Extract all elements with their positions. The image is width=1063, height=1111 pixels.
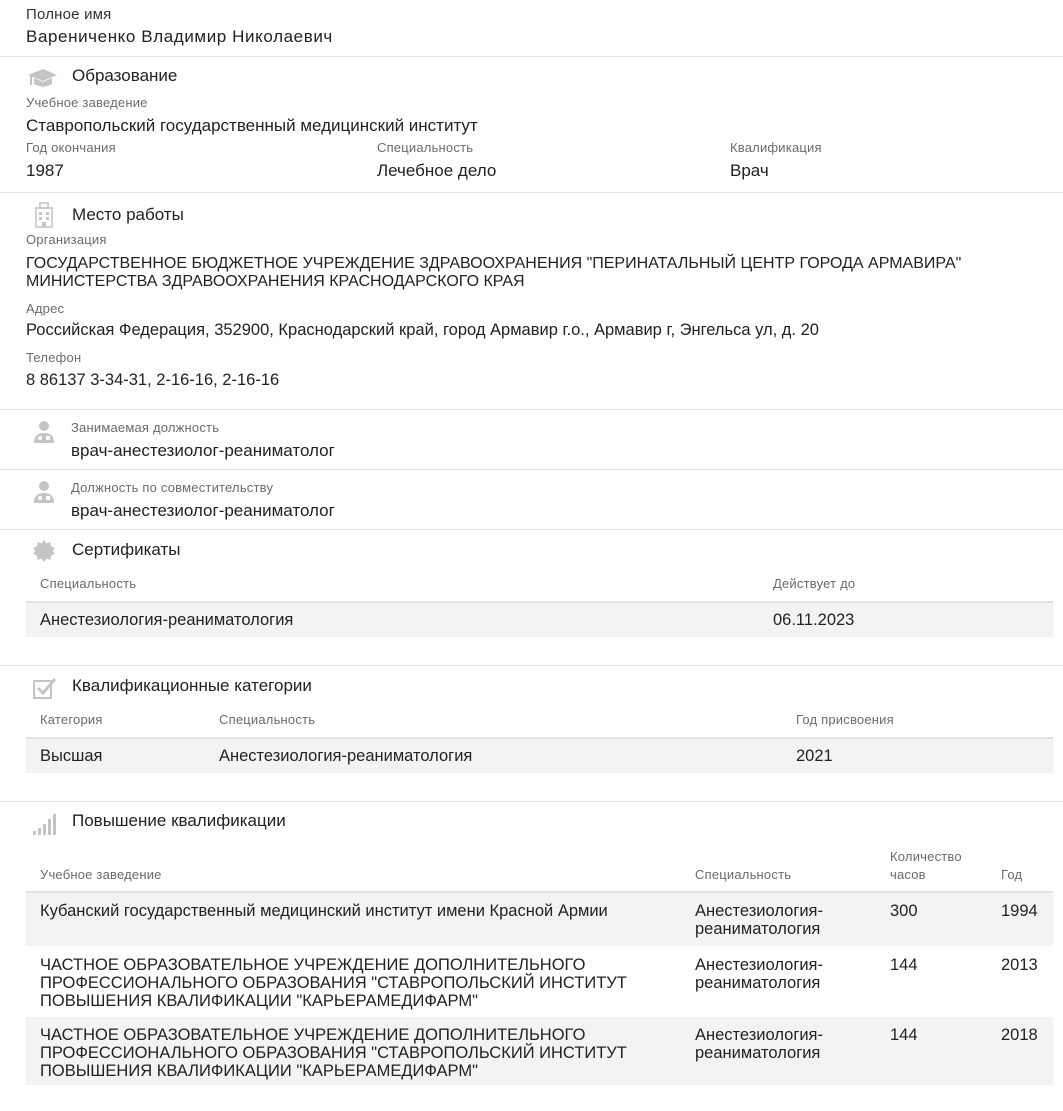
education-qualification-label: Квалификация — [730, 140, 822, 155]
categories-col-specialty: Специальность — [219, 712, 316, 727]
doctor-icon — [33, 420, 55, 444]
certificates-col-specialty: Специальность — [40, 576, 137, 591]
certificate-valid: 06.11.2023 — [773, 611, 855, 629]
table-row — [26, 739, 1053, 773]
training-col-year: Год — [1001, 867, 1023, 882]
categories-col-category: Категория — [40, 712, 103, 727]
checkbox-check-icon — [33, 677, 57, 699]
education-year-label: Год окончания — [26, 140, 116, 155]
training-year: 2013 — [1001, 956, 1038, 974]
position-value: врач-анестезиолог-реаниматолог — [71, 441, 335, 460]
training-title: Повышение квалификации — [72, 811, 286, 830]
secondary-position-label: Должность по совместительству — [71, 480, 274, 495]
training-specialty-line1: Анестезиология- — [695, 902, 823, 920]
training-year: 2018 — [1001, 1026, 1038, 1044]
divider — [0, 665, 1063, 666]
divider — [0, 192, 1063, 193]
categories-col-year: Год присвоения — [796, 712, 894, 727]
training-col-hours-line1: Количество — [890, 849, 962, 864]
work-org-line2: МИНИСТЕРСТВА ЗДРАВООХРАНЕНИЯ КРАСНОДАРСКОГО КРАЯ — [26, 273, 525, 290]
full-name-value: Варениченко Владимир Николаевич — [26, 27, 333, 46]
graduation-cap-icon — [26, 68, 58, 90]
training-specialty-line1: Анестезиология- — [695, 956, 823, 974]
work-phone-label: Телефон — [26, 350, 82, 365]
work-org-label: Организация — [26, 232, 107, 247]
doctor-icon — [33, 480, 55, 504]
position-label: Занимаемая должность — [71, 420, 220, 435]
certificates-title: Сертификаты — [72, 540, 181, 559]
education-title: Образование — [72, 66, 178, 85]
divider — [0, 56, 1063, 57]
work-address: Российская Федерация, 352900, Краснодарский край, город Армавир г.о., Армавир г, Энгельса ул, д. 20 — [26, 321, 819, 339]
work-org-line1: ГОСУДАРСТВЕННОЕ БЮДЖЕТНОЕ УЧРЕЖДЕНИЕ ЗДРАВООХРАНЕНИЯ "ПЕРИНАТАЛЬНЫЙ ЦЕНТР ГОРОДА АРМАВИРА" — [26, 255, 962, 272]
certificates-col-valid: Действует до — [773, 576, 856, 591]
education-institution-label: Учебное заведение — [26, 95, 148, 110]
training-col-hours-line2: часов — [890, 867, 926, 882]
training-institution-line1: ЧАСТНОЕ ОБРАЗОВАТЕЛЬНОЕ УЧРЕЖДЕНИЕ ДОПОЛНИТЕЛЬНОГО — [40, 1026, 586, 1044]
education-year: 1987 — [26, 161, 64, 180]
signal-bars-icon — [32, 812, 58, 836]
training-institution: Кубанский государственный медицинский институт имени Красной Армии — [40, 902, 608, 920]
training-specialty-line2: реаниматология — [695, 920, 821, 938]
work-address-label: Адрес — [26, 301, 65, 316]
divider — [0, 469, 1063, 470]
category-value: Высшая — [40, 747, 103, 765]
full-name-label: Полное имя — [26, 6, 112, 23]
certificate-seal-icon — [33, 540, 55, 562]
divider — [0, 529, 1063, 530]
divider — [0, 801, 1063, 802]
education-specialty: Лечебное дело — [377, 161, 497, 180]
training-col-specialty: Специальность — [695, 867, 792, 882]
work-phone: 8 86137 3-34-31, 2-16-16, 2-16-16 — [26, 371, 280, 389]
training-hours: 300 — [890, 902, 918, 920]
training-hours: 144 — [890, 1026, 918, 1044]
certificate-specialty: Анестезиология-реаниматология — [40, 611, 294, 629]
training-institution-line2: ПРОФЕССИОНАЛЬНОГО ОБРАЗОВАНИЯ "СТАВРОПОЛЬСКИЙ ИНСТИТУТ — [40, 1044, 627, 1062]
training-year: 1994 — [1001, 902, 1038, 920]
work-title: Место работы — [72, 205, 184, 224]
training-institution-line3: ПОВЫШЕНИЯ КВАЛИФИКАЦИИ "КАРЬЕРАМЕДИФАРМ" — [40, 992, 478, 1010]
divider — [0, 409, 1063, 410]
category-year: 2021 — [796, 747, 833, 765]
category-specialty: Анестезиология-реаниматология — [219, 747, 473, 765]
education-qualification: Врач — [730, 161, 769, 180]
education-institution: Ставропольский государственный медицинский институт — [26, 116, 478, 135]
training-specialty-line1: Анестезиология- — [695, 1026, 823, 1044]
training-institution-line2: ПРОФЕССИОНАЛЬНОГО ОБРАЗОВАНИЯ "СТАВРОПОЛЬСКИЙ ИНСТИТУТ — [40, 974, 627, 992]
training-specialty-line2: реаниматология — [695, 1044, 821, 1062]
categories-title: Квалификационные категории — [72, 676, 312, 695]
training-specialty-line2: реаниматология — [695, 974, 821, 992]
training-hours: 144 — [890, 956, 918, 974]
training-col-institution: Учебное заведение — [40, 867, 162, 882]
training-institution-line1: ЧАСТНОЕ ОБРАЗОВАТЕЛЬНОЕ УЧРЕЖДЕНИЕ ДОПОЛНИТЕЛЬНОГО — [40, 956, 586, 974]
training-institution-line3: ПОВЫШЕНИЯ КВАЛИФИКАЦИИ "КАРЬЕРАМЕДИФАРМ" — [40, 1062, 478, 1080]
secondary-position-value: врач-анестезиолог-реаниматолог — [71, 501, 335, 520]
education-specialty-label: Специальность — [377, 140, 474, 155]
building-icon — [34, 202, 54, 228]
